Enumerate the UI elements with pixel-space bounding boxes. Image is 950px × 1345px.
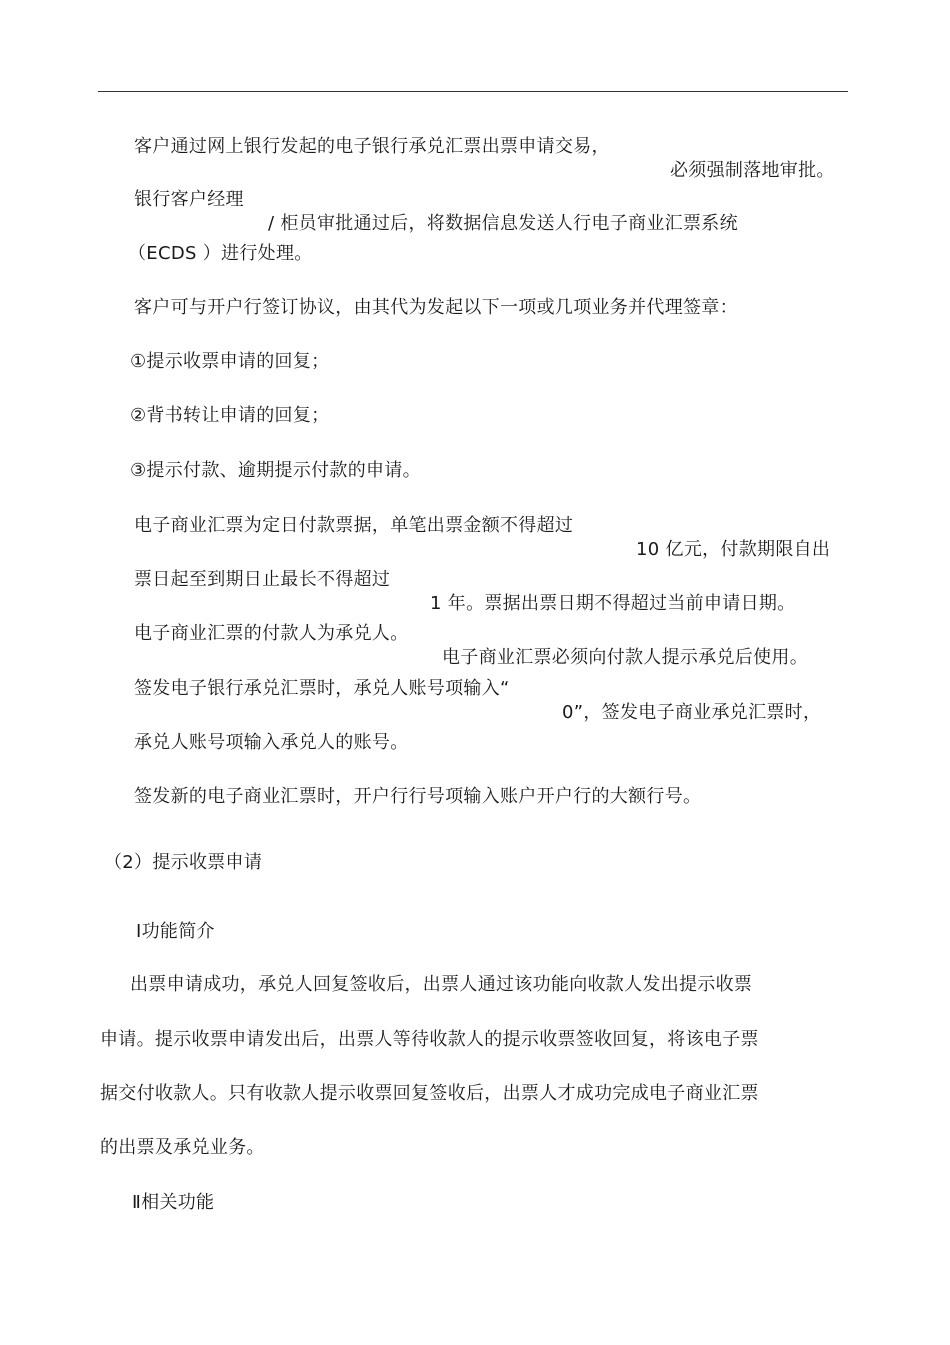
paragraph-line [128, 218, 313, 266]
paragraph-line [100, 1112, 265, 1160]
line-text: （ECDS ）进行处理。 [128, 243, 313, 264]
line-text: 签发新的电子商业汇票时，开户行行号项输入账户开户行的大额行号。 [134, 786, 702, 807]
line-text: 签发电子银行承兑汇票时，承兑人账号项输入“ [134, 678, 510, 699]
line-text: Ⅰ功能简介 [136, 921, 215, 942]
subsection-heading [132, 1167, 215, 1215]
header-rule [98, 91, 848, 92]
paragraph-line [100, 1004, 759, 1052]
line-text: 10 亿元，付款期限自出 [636, 539, 831, 560]
section-heading [104, 827, 263, 875]
list-item [130, 435, 421, 483]
list-item [130, 326, 330, 374]
paragraph-line [130, 949, 753, 997]
paragraph-line [134, 761, 702, 809]
line-text: / 柜员审批通过后，将数据信息发送人行电子商业汇票系统 [268, 213, 738, 234]
line-text: ③提示付款、逾期提示付款的申请。 [130, 460, 421, 481]
line-text: Ⅱ相关功能 [132, 1192, 215, 1213]
line-text: 的出票及承兑业务。 [100, 1137, 265, 1158]
line-text: 据交付收款人。只有收款人提示收票回复签收后，出票人才成功完成电子商业汇票 [100, 1083, 759, 1104]
line-text: 电子商业汇票必须向付款人提示承兑后使用。 [442, 647, 808, 668]
line-text: 承兑人账号项输入承兑人的账号。 [134, 732, 409, 753]
paragraph-line [134, 272, 738, 320]
line-text: 电子商业汇票的付款人为承兑人。 [134, 623, 409, 644]
paragraph-line [100, 1058, 759, 1106]
line-text: 出票申请成功，承兑人回复签收后，出票人通过该功能向收款人发出提示收票 [130, 974, 753, 995]
subsection-heading [136, 896, 215, 944]
line-text: 申请。提示收票申请发出后，出票人等待收款人的提示收票签收回复，将该电子票 [100, 1029, 759, 1050]
line-text: 客户可与开户行签订协议，由其代为发起以下一项或几项业务并代理签章： [134, 297, 738, 318]
line-text: 必须强制落地审批。 [670, 160, 835, 181]
line-text: （2）提示收票申请 [104, 852, 263, 873]
list-item [130, 380, 330, 428]
line-text: 客户通过网上银行发起的电子银行承兑汇票出票申请交易， [134, 136, 610, 157]
line-text: 电子商业汇票为定日付款票据，单笔出票金额不得超过 [134, 515, 574, 536]
line-text: 1 年。票据出票日期不得超过当前申请日期。 [430, 593, 796, 614]
line-text: ①提示收票申请的回复； [130, 351, 330, 372]
line-text: 银行客户经理 [134, 189, 244, 210]
line-text: 0”，签发电子商业承兑汇票时， [562, 702, 822, 723]
paragraph-line [134, 707, 409, 755]
line-text: 票日起至到期日止最长不得超过 [134, 569, 391, 590]
line-text: ②背书转让申请的回复； [130, 405, 330, 426]
